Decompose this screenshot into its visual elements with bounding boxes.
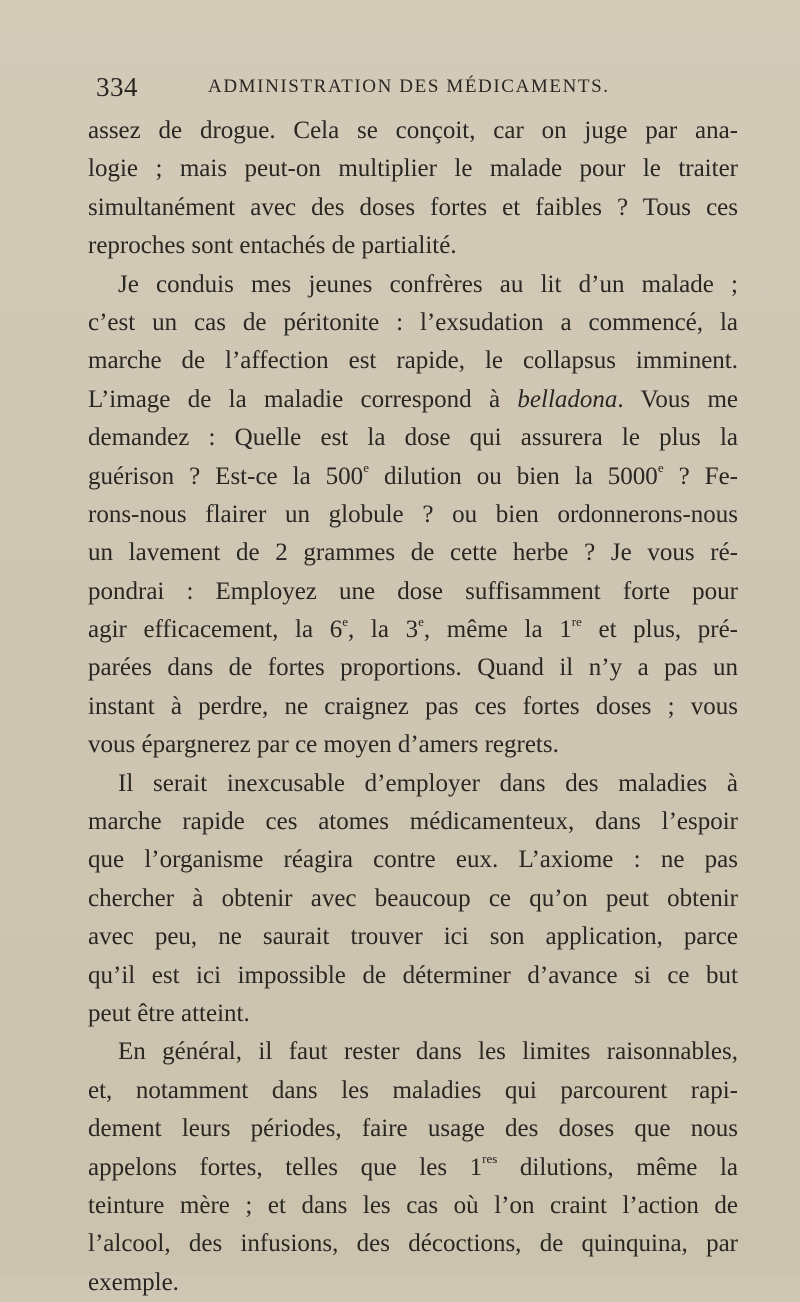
text-line: agir efficacement, la 6e, la 3e, même la 1re et plus, pré- bbox=[88, 613, 738, 644]
text-line: que l’organisme réagira contre eux. L’axiome : ne pas bbox=[88, 846, 738, 874]
text-line: L’image de la maladie correspond à belladona. Vous me bbox=[88, 385, 738, 413]
text-line: peut être atteint. bbox=[88, 999, 250, 1027]
italic-term: belladona bbox=[517, 385, 618, 413]
text-line: l’alcool, des infusions, des décoctions, de quinquina, par bbox=[88, 1230, 738, 1258]
text-line: marche de l’affection est rapide, le collapsus imminent. bbox=[88, 347, 738, 375]
text-line: et, notamment dans les maladies qui parcourent rapi- bbox=[88, 1076, 738, 1104]
text-line: un lavement de 2 grammes de cette herbe ? Je vous ré- bbox=[88, 539, 738, 567]
text-line: En général, il faut rester dans les limites raisonnables, bbox=[118, 1038, 738, 1066]
running-title: ADMINISTRATION DES MÉDICAMENTS. bbox=[208, 76, 610, 97]
text-line: reproches sont entachés de partialité. bbox=[88, 232, 457, 260]
text-line: appelons fortes, telles que les 1res dilutions, même la bbox=[88, 1151, 739, 1181]
text-line: vous épargnerez par ce moyen d’amers regrets. bbox=[88, 731, 559, 759]
text-line: dement leurs périodes, faire usage des doses que nous bbox=[88, 1115, 738, 1143]
body-text bbox=[88, 112, 738, 1302]
text-line: teinture mère ; et dans les cas où l’on craint l’action de bbox=[88, 1191, 738, 1219]
text-line: marche rapide ces atomes médicamenteux, dans l’espoir bbox=[88, 808, 738, 836]
text-line: instant à perdre, ne craignez pas ces fortes doses ; vous bbox=[88, 692, 738, 720]
text-line: exemple. bbox=[88, 1268, 179, 1296]
text-line: rons-nous flairer un globule ? ou bien ordonnerons-nous bbox=[88, 500, 738, 528]
text-line: avec peu, ne saurait trouver ici son application, parce bbox=[88, 923, 738, 951]
text-line: Il serait inexcusable d’employer dans des maladies à bbox=[118, 769, 738, 797]
text-line: demandez : Quelle est la dose qui assurera le plus la bbox=[88, 424, 738, 452]
text-line: simultanément avec des doses fortes et faibles ? Tous ces bbox=[88, 193, 738, 221]
text-line: logie ; mais peut-on multiplier le malade pour le traiter bbox=[88, 155, 738, 183]
page-number: 334 bbox=[96, 72, 138, 102]
page-header bbox=[96, 72, 736, 112]
text-line: parées dans de fortes proportions. Quand il n’y a pas un bbox=[88, 654, 738, 682]
text-line: guérison ? Est-ce la 500e dilution ou bien la 5000e ? Fe- bbox=[88, 460, 739, 490]
text-line: pondrai : Employez une dose suffisamment forte pour bbox=[88, 577, 738, 605]
text-line: c’est un cas de péritonite : l’exsudation a commencé, la bbox=[88, 308, 738, 336]
text-line: chercher à obtenir avec beaucoup ce qu’on peut obtenir bbox=[88, 884, 738, 912]
text-line: qu’il est ici impossible de déterminer d’avance si ce but bbox=[88, 961, 738, 989]
text-line: assez de drogue. Cela se conçoit, car on juge par ana- bbox=[88, 117, 738, 144]
text-line: Je conduis mes jeunes confrères au lit d’un malade ; bbox=[118, 270, 738, 298]
